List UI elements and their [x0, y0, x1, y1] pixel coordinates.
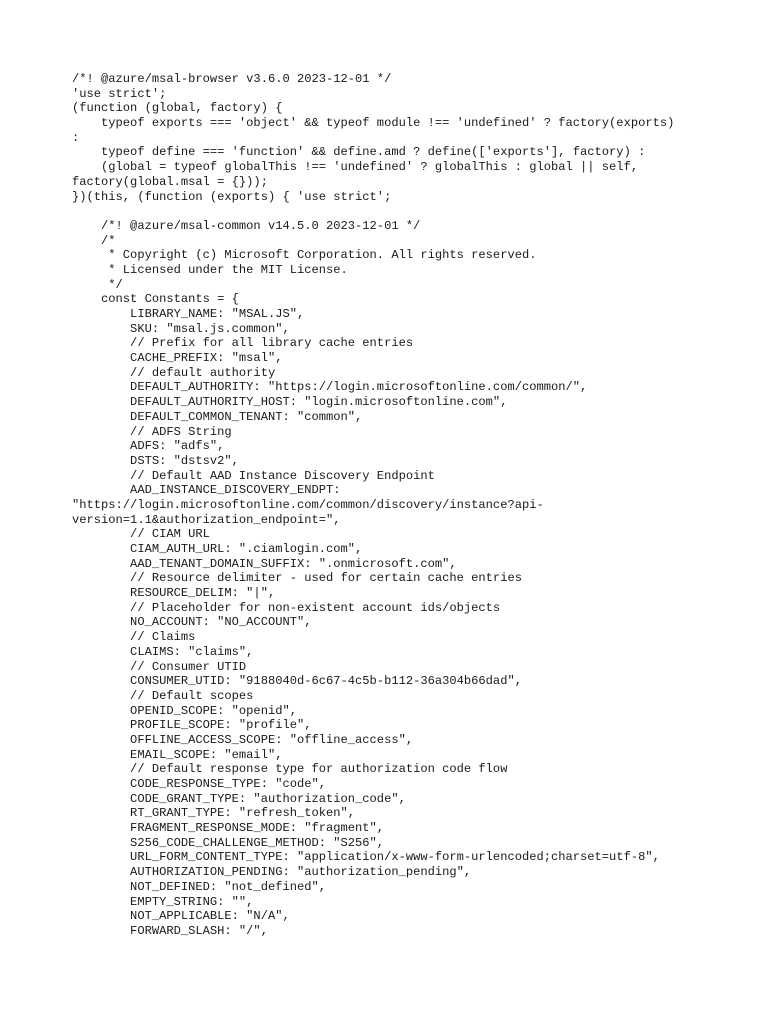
- code-line: NOT_APPLICABLE: "N/A",: [72, 909, 290, 924]
- code-line: AAD_TENANT_DOMAIN_SUFFIX: ".onmicrosoft.com",: [72, 556, 457, 571]
- code-line: URL_FORM_CONTENT_TYPE: "application/x-www-form-urlencoded;charset=utf-8",: [72, 850, 660, 865]
- code-line: NO_ACCOUNT: "NO_ACCOUNT",: [72, 615, 312, 630]
- code-line: // Default response type for authorization code flow: [72, 762, 508, 777]
- code-line: CIAM_AUTH_URL: ".ciamlogin.com",: [72, 542, 363, 556]
- code-line: CLAIMS: "claims",: [72, 644, 254, 659]
- code-line: S256_CODE_CHALLENGE_METHOD: "S256",: [72, 835, 385, 850]
- code-line: OPENID_SCOPE: "openid",: [72, 703, 297, 718]
- code-line: // Default scopes: [72, 688, 254, 703]
- code-line: typeof exports === 'object' && typeof module !== 'undefined' ? factory(exports): [72, 116, 675, 131]
- code-line: // Prefix for all library cache entries: [72, 336, 414, 351]
- code-line: */: [72, 277, 123, 292]
- code-line: EMAIL_SCOPE: "email",: [72, 747, 283, 762]
- code-line: ADFS: "adfs",: [72, 439, 225, 454]
- code-line: factory(global.msal = {}));: [72, 174, 268, 189]
- code-line: PROFILE_SCOPE: "profile",: [72, 718, 312, 733]
- code-line: LIBRARY_NAME: "MSAL.JS",: [72, 307, 305, 321]
- code-line: /*! @azure/msal-browser v3.6.0 2023-12-01 */: [72, 72, 392, 86]
- code-line: /*: [72, 233, 116, 248]
- code-line: // CIAM URL: [72, 527, 210, 542]
- code-line: DEFAULT_COMMON_TENANT: "common",: [72, 409, 363, 424]
- code-line: CONSUMER_UTID: "9188040d-6c67-4c5b-b112-36a304b66dad",: [72, 674, 522, 689]
- code-line: DSTS: "dstsv2",: [72, 453, 239, 468]
- code-line: OFFLINE_ACCESS_SCOPE: "offline_access",: [72, 732, 414, 747]
- code-line: /*! @azure/msal-common v14.5.0 2023-12-01 */: [72, 218, 421, 233]
- code-line: FORWARD_SLASH: "/",: [72, 923, 268, 938]
- code-line: // Default AAD Instance Discovery Endpoint: [72, 468, 435, 483]
- code-line: SKU: "msal.js.common",: [72, 321, 290, 336]
- code-line: DEFAULT_AUTHORITY_HOST: "login.microsoftonline.com",: [72, 395, 508, 410]
- code-line: (function (global, factory) {: [72, 101, 283, 116]
- code-line: "https://login.microsoftonline.com/common/discovery/instance?api-: [72, 497, 544, 512]
- code-line: // Claims: [72, 630, 196, 645]
- code-line: })(this, (function (exports) { 'use strict';: [72, 189, 392, 204]
- code-line: RT_GRANT_TYPE: "refresh_token",: [72, 806, 356, 821]
- code-line: // Resource delimiter - used for certain cache entries: [72, 571, 522, 586]
- code-line: (global = typeof globalThis !== 'undefined' ? globalThis : global || self,: [72, 160, 639, 175]
- code-line: const Constants = {: [72, 292, 239, 307]
- source-code-document: [72, 72, 712, 939]
- code-line: RESOURCE_DELIM: "|",: [72, 586, 276, 601]
- code-line: DEFAULT_AUTHORITY: "https://login.microsoftonline.com/common/",: [72, 380, 588, 395]
- code-line: // Placeholder for non-existent account ids/objects: [72, 600, 501, 615]
- code-line: CACHE_PREFIX: "msal",: [72, 351, 283, 366]
- code-line: // default authority: [72, 365, 276, 380]
- code-line: // Consumer UTID: [72, 659, 247, 674]
- code-line: version=1.1&authorization_endpoint=",: [72, 512, 341, 527]
- code-line: EMPTY_STRING: "",: [72, 894, 254, 909]
- code-line: AUTHORIZATION_PENDING: "authorization_pending",: [72, 865, 472, 880]
- code-line: :: [72, 130, 80, 145]
- code-line: 'use strict';: [72, 86, 167, 101]
- code-line: FRAGMENT_RESPONSE_MODE: "fragment",: [72, 821, 385, 836]
- code-line: * Copyright (c) Microsoft Corporation. All rights reserved.: [72, 248, 537, 263]
- code-line: CODE_GRANT_TYPE: "authorization_code",: [72, 791, 406, 806]
- code-line: CODE_RESPONSE_TYPE: "code",: [72, 777, 327, 791]
- code-line: [72, 204, 712, 219]
- code-line: NOT_DEFINED: "not_defined",: [72, 879, 327, 894]
- code-line: typeof define === 'function' && define.amd ? define(['exports'], factory) :: [72, 145, 646, 160]
- code-line: // ADFS String: [72, 424, 232, 439]
- code-line: AAD_INSTANCE_DISCOVERY_ENDPT:: [72, 483, 341, 498]
- code-line: * Licensed under the MIT License.: [72, 262, 348, 277]
